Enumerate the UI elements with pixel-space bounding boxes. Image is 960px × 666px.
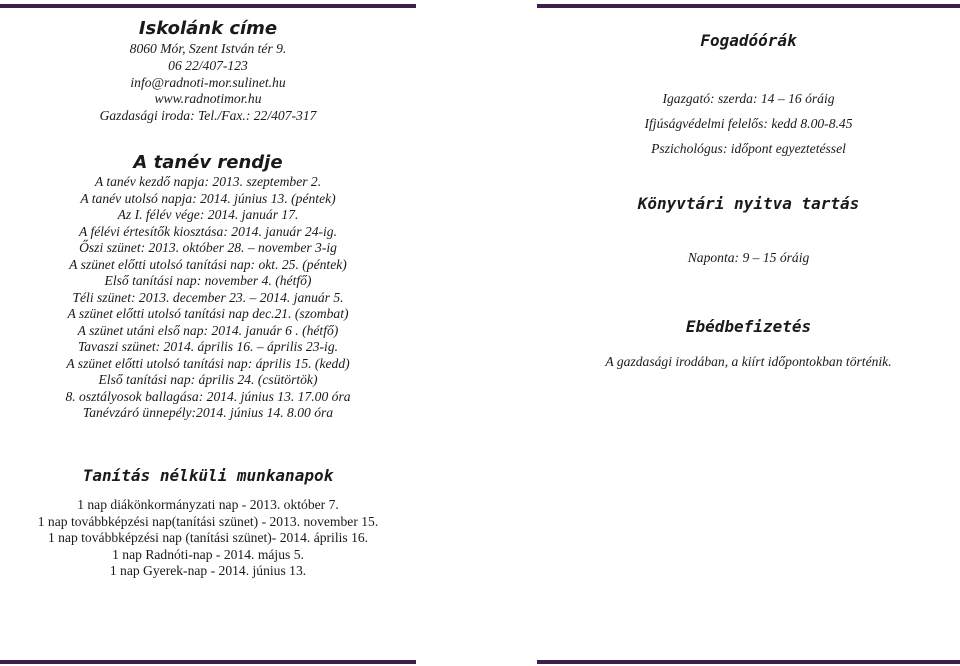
list-item: A szünet előtti utolsó tanítási nap: okt. 25. (péntek) <box>69 256 347 272</box>
list-item: Ifjúságvédelmi felelős: kedd 8.00-8.45 <box>644 116 853 131</box>
list-item: Tanévzáró ünnepély:2014. június 14. 8.00 óra <box>82 405 334 420</box>
list-item: 1 nap Radnóti-nap - 2014. május 5. <box>112 546 304 562</box>
school-office-phone: Gazdasági iroda: Tel./Fax.: 22/407-317 <box>99 108 317 124</box>
office-hours-list <box>537 86 960 161</box>
school-email: info@radnoti-mor.sulinet.hu <box>130 74 286 90</box>
list-item: Az I. félév vége: 2014. január 17. <box>117 207 299 222</box>
school-year-section <box>0 152 416 422</box>
school-phone: 06 22/407-123 <box>168 57 248 73</box>
list-item: 1 nap diákönkormányzati nap - 2013. október 7. <box>77 497 339 512</box>
list-item: Igazgató: szerda: 14 – 16 óráig <box>662 91 835 106</box>
school-info-section <box>0 18 416 125</box>
school-website: www.radnotimor.hu <box>154 91 262 107</box>
school-year-title: A tanév rendje <box>133 152 283 173</box>
lunch-title: Ebédbefizetés <box>685 317 812 336</box>
library-title: Könyvtári nyitva tartás <box>637 194 860 213</box>
list-item: A tanév utolsó napja: 2014. június 13. (péntek) <box>80 190 336 206</box>
list-item: A szünet előtti utolsó tanítási nap dec.21. (szombat) <box>67 306 349 321</box>
list-item: 1 nap továbbképzési nap(tanítási szünet) - 2013. november 15. <box>37 513 379 529</box>
list-item: Első tanítási nap: április 24. (csütörtök) <box>98 372 318 387</box>
non-teaching-days-list <box>0 497 416 580</box>
lunch-text: A gazdasági irodában, a kiírt időpontokban történik. <box>605 354 892 369</box>
school-address: 8060 Mór, Szent István tér 9. <box>129 41 287 56</box>
library-hours: Naponta: 9 – 15 óráig <box>687 250 810 265</box>
list-item: 1 nap továbbképzési nap (tanítási szünet)- 2014. április 16. <box>47 530 369 545</box>
non-teaching-days-title: Tanítás nélküli munkanapok <box>82 466 334 485</box>
list-item: A szünet utáni első nap: 2014. január 6 . (hétfő) <box>77 322 339 338</box>
office-hours-title: Fogadóórák <box>700 31 797 50</box>
list-item: Pszichológus: időpont egyeztetéssel <box>651 141 846 156</box>
list-item: A szünet előtti utolsó tanítási nap: április 15. (kedd) <box>66 355 350 371</box>
non-teaching-days-section <box>0 465 416 580</box>
list-item: Első tanítási nap: november 4. (hétfő) <box>104 273 312 288</box>
list-item: A félévi értesítők kiosztása: 2014. január 24-ig. <box>79 223 337 239</box>
library-section <box>537 193 960 267</box>
lunch-section <box>537 316 960 371</box>
bottom-left-bar <box>0 660 416 664</box>
list-item: A tanév kezdő napja: 2013. szeptember 2. <box>94 174 322 189</box>
list-item: 1 nap Gyerek-nap - 2014. június 13. <box>109 563 307 578</box>
list-item: Tavaszi szünet: 2014. április 16. – április 23-ig. <box>77 339 339 354</box>
top-right-bar <box>537 4 960 8</box>
top-left-bar <box>0 4 416 8</box>
school-title: Iskolánk címe <box>138 18 278 39</box>
school-contact <box>0 41 416 125</box>
bottom-right-bar <box>537 660 960 664</box>
school-year-list <box>0 174 416 422</box>
list-item: 8. osztályosok ballagása: 2014. június 13. 17.00 óra <box>65 388 351 404</box>
office-hours-section <box>537 30 960 161</box>
list-item: Téli szünet: 2013. december 23. – 2014. január 5. <box>72 289 344 305</box>
list-item: Őszi szünet: 2013. október 28. – november 3-ig <box>79 240 337 255</box>
